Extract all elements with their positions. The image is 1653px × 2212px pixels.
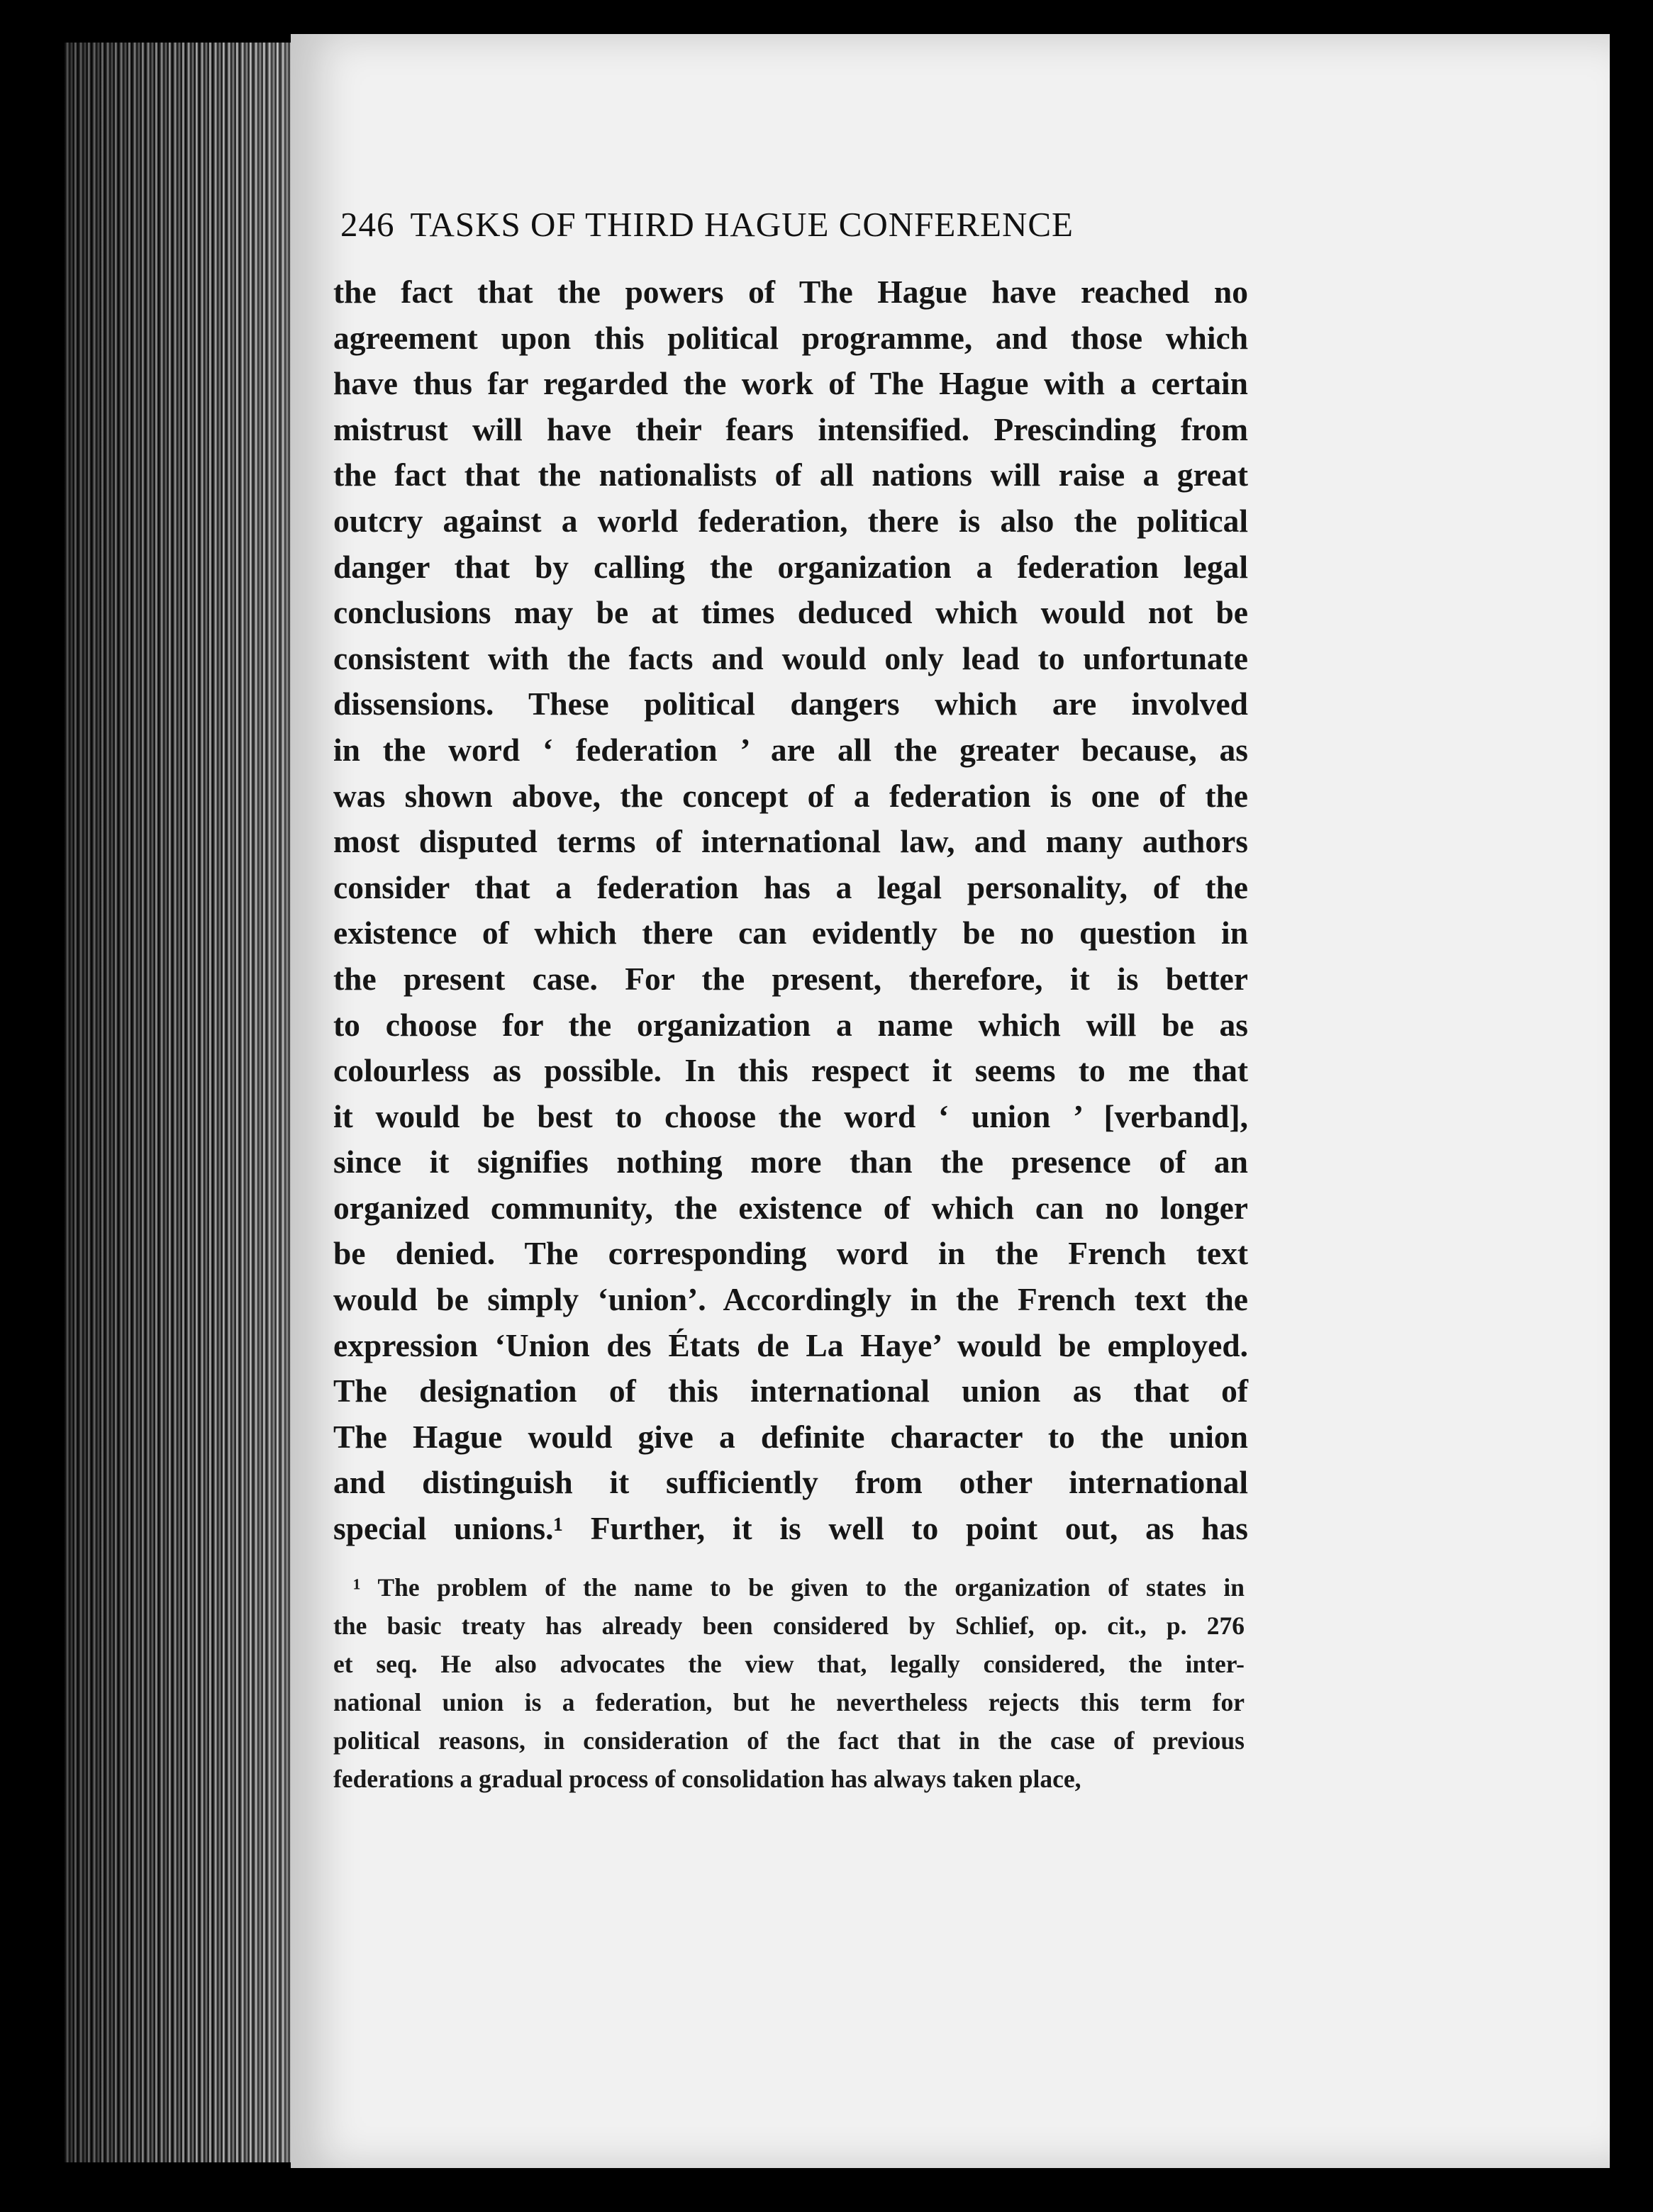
body-line: in the word ‘ federation ’ are all the greater because, as — [333, 731, 1248, 768]
running-head-title: TASKS OF THIRD HAGUE CONFERENCE — [410, 205, 1074, 244]
body-line: consistent with the facts and would only lead to unfortunate — [333, 639, 1248, 676]
footnote-line: the basic treaty has already been considered by Schlief, op. cit., p. 276 — [333, 1611, 1245, 1640]
body-line: it would be best to choose the word ‘ union ’ [verband], — [333, 1097, 1248, 1134]
book-edge-shadow — [64, 43, 298, 2162]
footnote-line: federations a gradual process of consolidation has always taken place, — [333, 1765, 1081, 1793]
body-line: danger that by calling the organization a federation legal — [333, 548, 1248, 585]
body-line: the present case. For the present, therefore, it is better — [333, 960, 1248, 997]
footnote-line: political reasons, in consideration of the fact that in the case of previous — [333, 1726, 1245, 1755]
body-line: dissensions. These political dangers which are involved — [333, 686, 1248, 722]
body-line: to choose for the organization a name which will be as — [333, 1006, 1248, 1043]
footnote-line: et seq. He also advocates the view that, legally considered, the inter- — [333, 1650, 1245, 1678]
body-line: existence of which there can evidently be no question in — [333, 915, 1248, 951]
body-line: special unions.¹ Further, it is well to point out, as has — [333, 1510, 1248, 1547]
body-line: most disputed terms of international law, and many authors — [333, 823, 1248, 860]
body-line: have thus far regarded the work of The Hague with a certain — [333, 365, 1248, 402]
body-line: was shown above, the concept of a federation is one of the — [333, 777, 1248, 814]
body-text — [333, 269, 1248, 1552]
body-line: since it signifies nothing more than the presence of an — [333, 1144, 1248, 1180]
body-line: consider that a federation has a legal personality, of the — [333, 868, 1248, 905]
body-line: conclusions may be at times deduced which would not be — [333, 594, 1248, 631]
body-line: The designation of this international union as that of — [333, 1373, 1248, 1409]
running-head — [340, 204, 1262, 251]
footnote-line: national union is a federation, but he nevertheless rejects this term for — [333, 1688, 1245, 1716]
body-line: outcry against a world federation, there is also the political — [333, 502, 1248, 539]
body-line: The Hague would give a definite character to the union — [333, 1418, 1248, 1455]
body-line: be denied. The corresponding word in the French text — [333, 1235, 1248, 1272]
footnotes — [333, 1568, 1245, 1798]
page-number: 246 — [340, 205, 395, 244]
body-line: organized community, the existence of which can no longer — [333, 1189, 1248, 1226]
body-line: mistrust will have their fears intensified. Prescinding from — [333, 410, 1248, 447]
body-line: the fact that the powers of The Hague have reached no — [333, 274, 1248, 310]
body-line: expression ‘Union des États de La Haye’ would be employed. — [333, 1326, 1248, 1363]
body-line: would be simply ‘union’. Accordingly in the French text the — [333, 1281, 1248, 1318]
footnote-line: ¹ The problem of the name to be given to the organization of states in — [353, 1573, 1245, 1602]
body-line: and distinguish it sufficiently from other international — [333, 1464, 1248, 1501]
body-line: the fact that the nationalists of all nations will raise a great — [333, 457, 1248, 493]
body-line: agreement upon this political programme, and those which — [333, 319, 1248, 356]
body-line: colourless as possible. In this respect it seems to me that — [333, 1052, 1248, 1089]
